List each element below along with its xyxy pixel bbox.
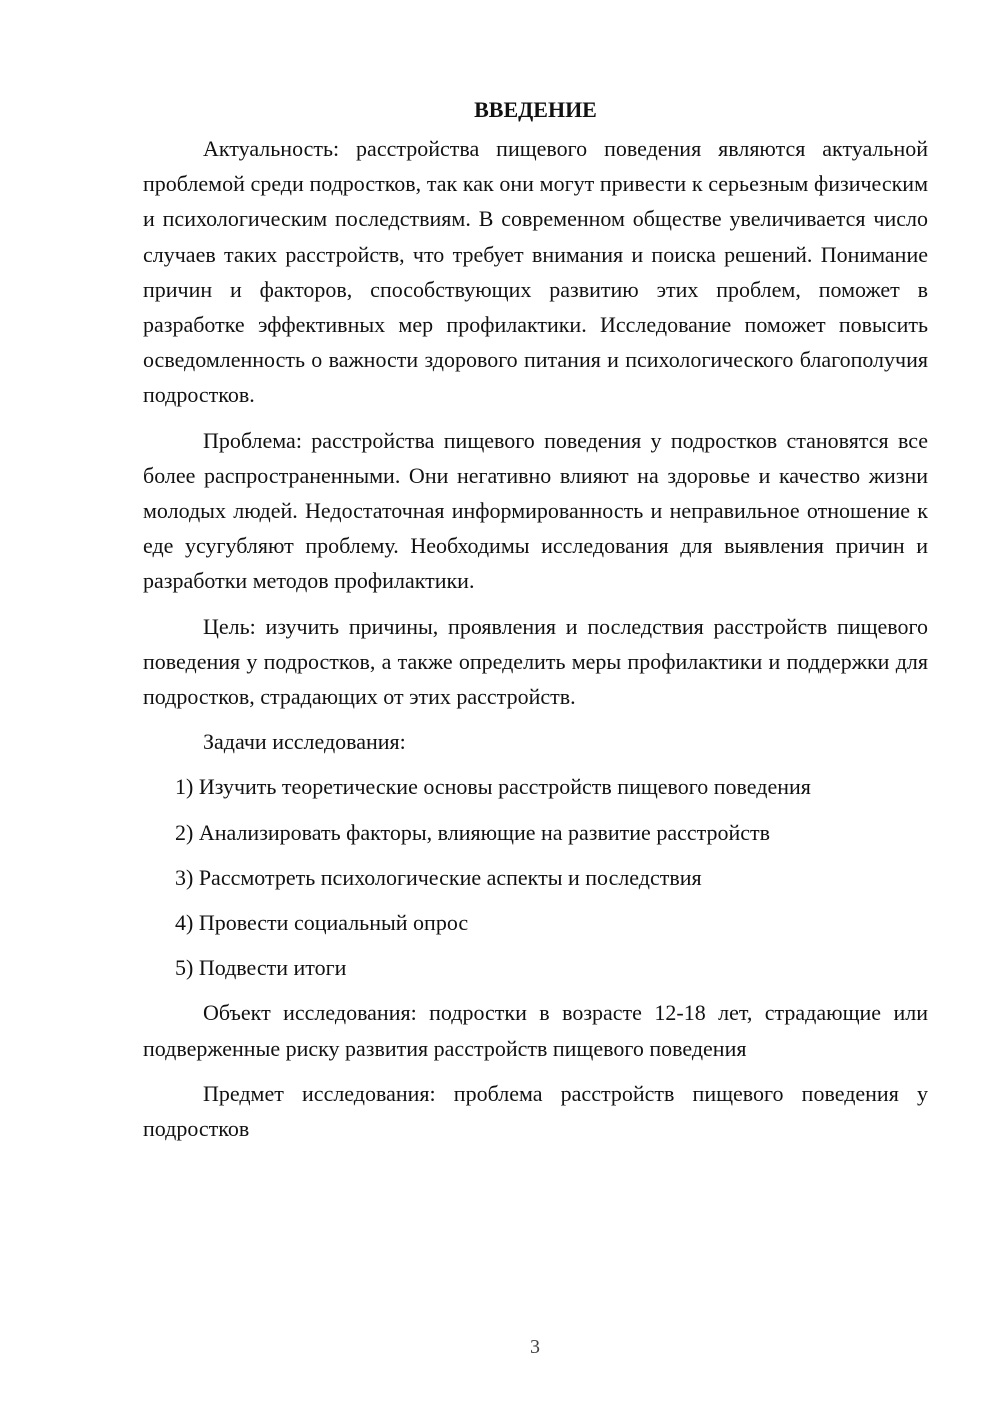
page-number: 3: [530, 1336, 540, 1358]
tasks-list: [143, 769, 928, 985]
task-item-3: 3) Рассмотреть психологические аспекты и последствия: [175, 864, 702, 890]
page-content: [143, 92, 928, 1156]
object-paragraph: Объект исследования: подростки в возрасте 12-18 лет, страдающие или подверженные риску развития расстройств пищевого поведения: [143, 1000, 928, 1061]
task-item-4: 4) Провести социальный опрос: [175, 910, 469, 936]
task-item-1: 1) Изучить теоретические основы расстройств пищевого поведения: [175, 774, 811, 800]
problem-paragraph: Проблема: расстройства пищевого поведения у подростков становятся все более распространенными. Они негативно влияют на здоровье и качество жизни молодых людей. Недостаточная информированность и неправильное отношение к еде усугубляют проблему. Необходимы исследования для выявления причин и разработки методов профилактики.: [143, 427, 928, 594]
subject-paragraph: Предмет исследования: проблема расстройств пищевого поведения у подростков: [143, 1080, 928, 1142]
relevance-paragraph: Актуальность: расстройства пищевого поведения являются актуальной проблемой среди подростков, так как они могут привести к серьезным физическим и психологическим последствиям. В современном обществе увеличивается число случаев таких расстройств, что требует внимания и поиска решений. Понимание причин и факторов, способствующих развитию этих проблем, поможет в разработке эффективных мер профилактики. Исследование поможет повысить осведомленность о важности здорового питания и психологического благополучия подростков.: [143, 136, 928, 408]
tasks-title: Задачи исследования:: [203, 729, 406, 755]
task-item-2: 2) Анализировать факторы, влияющие на развитие расстройств: [175, 819, 771, 845]
goal-paragraph: Цель: изучить причины, проявления и последствия расстройств пищевого поведения у подростков, а также определить меры профилактики и поддержки для подростков, страдающих от этих расстройств.: [143, 613, 928, 710]
page-heading: ВВЕДЕНИЕ: [474, 97, 597, 122]
task-item-5: 5) Подвести итоги: [175, 955, 347, 981]
